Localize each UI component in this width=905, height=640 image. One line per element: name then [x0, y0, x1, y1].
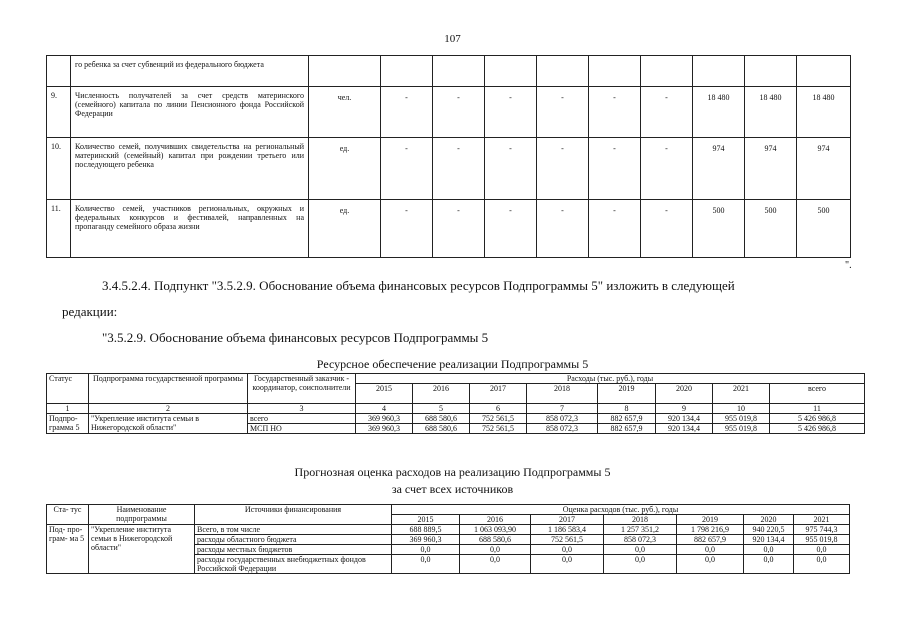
value-cell: 1 798 216,9 [677, 525, 744, 535]
value-cell: 858 072,3 [527, 414, 598, 424]
value-cell: 369 960,3 [356, 414, 413, 424]
column-number: 1 [47, 404, 89, 414]
value-cell [537, 56, 589, 87]
value-cell: 940 220,5 [744, 525, 794, 535]
value-cell: 920 134,4 [656, 414, 713, 424]
value-cell: - [381, 87, 433, 138]
forecast-title-line2: за счет всех источников [391, 482, 514, 496]
customer-cell: МСП НО [248, 424, 356, 434]
amendment-paragraph-continuation: редакции: [62, 304, 118, 319]
table-row [47, 87, 851, 138]
table-row [47, 525, 850, 535]
value-cell: 955 019,8 [713, 424, 770, 434]
column-number: 6 [470, 404, 527, 414]
name-cell: "Укрепление института семьи в Нижегородской области" [89, 525, 195, 574]
value-cell: - [537, 200, 589, 258]
value-cell: 882 657,9 [598, 414, 656, 424]
value-cell: 500 [797, 200, 851, 258]
value-cell: 369 960,3 [356, 424, 413, 434]
value-cell: - [381, 138, 433, 200]
table-row [47, 414, 865, 424]
header-status: Статус [47, 374, 89, 404]
value-cell [641, 56, 693, 87]
value-cell [745, 56, 797, 87]
value-cell: 0,0 [604, 545, 677, 555]
customer-cell: всего [248, 414, 356, 424]
value-cell: 500 [693, 200, 745, 258]
status-cell: Подпро- грамма 5 [47, 414, 89, 434]
forecast-table [46, 504, 850, 574]
header-total: всего [770, 384, 865, 404]
column-number: 5 [413, 404, 470, 414]
header-year: 2016 [460, 515, 531, 525]
value-cell: 0,0 [794, 545, 850, 555]
header-year: 2017 [531, 515, 604, 525]
header-status: Ста- тус [47, 505, 89, 525]
value-cell: 688 889,5 [392, 525, 460, 535]
value-cell: 0,0 [677, 555, 744, 574]
header-year: 2018 [604, 515, 677, 525]
value-cell: 688 580,6 [460, 535, 531, 545]
column-number: 9 [656, 404, 713, 414]
header-year: 2019 [598, 384, 656, 404]
value-cell [797, 56, 851, 87]
section-heading: "3.5.2.9. Обоснование объема финансовых ресурсов Подпрограммы 5 [102, 330, 489, 345]
resource-table [46, 373, 865, 434]
unit-cell [309, 56, 381, 87]
indicators-table [46, 55, 851, 258]
row-number: 11. [47, 200, 71, 258]
table-row [47, 138, 851, 200]
value-cell: 1 257 351,2 [604, 525, 677, 535]
header-year: 2020 [744, 515, 794, 525]
value-cell: - [381, 200, 433, 258]
source-cell: расходы государственных внебюджетных фондов Российской Федерации [195, 555, 392, 574]
value-cell: - [485, 138, 537, 200]
resource-table-title: Ресурсное обеспечение реализации Подпрограммы 5 [316, 357, 589, 371]
value-cell: 0,0 [794, 555, 850, 574]
value-cell: - [433, 200, 485, 258]
value-cell: 0,0 [744, 555, 794, 574]
value-cell: 369 960,3 [392, 535, 460, 545]
program-cell: "Укрепление института семьи в Нижегородской области" [89, 414, 248, 434]
column-number: 10 [713, 404, 770, 414]
value-cell: 1 063 093,90 [460, 525, 531, 535]
table-row [47, 200, 851, 258]
table-row [47, 56, 851, 87]
value-cell: - [537, 87, 589, 138]
header-year: 2017 [470, 384, 527, 404]
indicator-name: Количество семей, участников региональных, окружных и федеральных конкурсов и фестивалей, направленных на пропаганду семейного образа жизни [71, 200, 309, 258]
column-number: 11 [770, 404, 865, 414]
value-cell: 752 561,5 [531, 535, 604, 545]
header-row [47, 374, 865, 384]
amendment-paragraph: 3.4.5.2.4. Подпункт "3.5.2.9. Обоснование объема финансовых ресурсов Подпрограммы 5" изложить в следующей [102, 278, 735, 293]
value-cell [381, 56, 433, 87]
value-cell [433, 56, 485, 87]
value-cell: 974 [745, 138, 797, 200]
value-cell: 920 134,4 [744, 535, 794, 545]
value-cell: 858 072,3 [604, 535, 677, 545]
forecast-table-title [0, 464, 905, 498]
value-cell: 752 561,5 [470, 424, 527, 434]
closing-quote: ". [845, 260, 852, 271]
value-cell [589, 56, 641, 87]
header-year: 2018 [527, 384, 598, 404]
column-number: 3 [248, 404, 356, 414]
value-cell: 500 [745, 200, 797, 258]
value-cell: 0,0 [460, 545, 531, 555]
value-cell: 0,0 [531, 555, 604, 574]
value-cell: 688 580,6 [413, 424, 470, 434]
value-cell: 18 480 [797, 87, 851, 138]
value-cell: - [537, 138, 589, 200]
header-year: 2019 [677, 515, 744, 525]
header-year: 2021 [794, 515, 850, 525]
source-cell: Всего, в том числе [195, 525, 392, 535]
header-year: 2015 [392, 515, 460, 525]
row-number [47, 56, 71, 87]
value-cell: 955 019,8 [713, 414, 770, 424]
value-cell: 955 019,8 [794, 535, 850, 545]
column-number-row [47, 404, 865, 414]
header-row [47, 505, 850, 515]
value-cell [485, 56, 537, 87]
unit-cell: ед. [309, 200, 381, 258]
value-cell: 0,0 [460, 555, 531, 574]
value-cell: - [589, 87, 641, 138]
value-cell: 1 186 583,4 [531, 525, 604, 535]
column-number: 7 [527, 404, 598, 414]
value-cell: - [433, 87, 485, 138]
value-cell: 18 480 [745, 87, 797, 138]
value-cell: 0,0 [531, 545, 604, 555]
header-source: Источники финансирования [195, 505, 392, 525]
value-cell: 0,0 [744, 545, 794, 555]
header-year: 2020 [656, 384, 713, 404]
value-cell: 882 657,9 [677, 535, 744, 545]
indicator-name: Количество семей, получивших свидетельства на региональный материнский (семейный) капитал при рождении третьего или последующего ребенка [71, 138, 309, 200]
value-cell: 752 561,5 [470, 414, 527, 424]
value-cell: 974 [797, 138, 851, 200]
value-cell: 0,0 [392, 545, 460, 555]
unit-cell: чел. [309, 87, 381, 138]
value-cell: 975 744,3 [794, 525, 850, 535]
value-cell: - [641, 87, 693, 138]
column-number: 4 [356, 404, 413, 414]
header-year: 2021 [713, 384, 770, 404]
value-cell [693, 56, 745, 87]
source-cell: расходы областного бюджета [195, 535, 392, 545]
header-expenses: Расходы (тыс. руб.), годы [356, 374, 865, 384]
column-number: 2 [89, 404, 248, 414]
header-customer: Государственный заказчик - координатор, соисполнители [248, 374, 356, 404]
value-cell: - [641, 138, 693, 200]
indicator-name: Численность получателей за счет средств материнского (семейного) капитала по линии Пенсионного фонда Российской Федерации [71, 87, 309, 138]
value-cell: - [485, 87, 537, 138]
value-cell: - [485, 200, 537, 258]
page-number: 107 [444, 33, 461, 45]
value-cell: 920 134,4 [656, 424, 713, 434]
header-estimate: Оценка расходов (тыс. руб.), годы [392, 505, 850, 515]
value-cell: 18 480 [693, 87, 745, 138]
value-cell: 974 [693, 138, 745, 200]
value-cell: - [589, 200, 641, 258]
source-cell: расходы местных бюджетов [195, 545, 392, 555]
value-cell: - [589, 138, 641, 200]
row-number: 10. [47, 138, 71, 200]
total-cell: 5 426 986,8 [770, 414, 865, 424]
value-cell: - [433, 138, 485, 200]
value-cell: 0,0 [677, 545, 744, 555]
value-cell: 0,0 [604, 555, 677, 574]
forecast-title-line1: Прогнозная оценка расходов на реализацию Подпрограммы 5 [294, 465, 611, 479]
unit-cell: ед. [309, 138, 381, 200]
value-cell: 688 580,6 [413, 414, 470, 424]
indicator-name: го ребенка за счет субвенций из федерального бюджета [71, 56, 309, 87]
header-program: Подпрограмма государственной программы [89, 374, 248, 404]
header-year: 2016 [413, 384, 470, 404]
row-number: 9. [47, 87, 71, 138]
header-name: Наименование подпрограммы [89, 505, 195, 525]
column-number: 8 [598, 404, 656, 414]
value-cell: 0,0 [392, 555, 460, 574]
status-cell: Под- про- грам- ма 5 [47, 525, 89, 574]
value-cell: 858 072,3 [527, 424, 598, 434]
header-year: 2015 [356, 384, 413, 404]
value-cell: - [641, 200, 693, 258]
value-cell: 882 657,9 [598, 424, 656, 434]
total-cell: 5 426 986,8 [770, 424, 865, 434]
